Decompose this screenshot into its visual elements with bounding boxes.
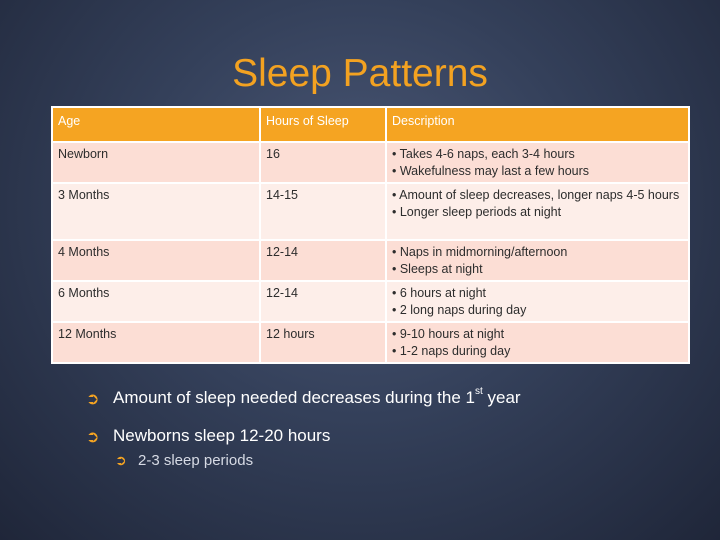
table-row (52, 183, 689, 240)
cell-hours: 12-14 (260, 240, 386, 281)
arrow-circle-right-icon: ➲ (115, 452, 127, 469)
description-line: • Longer sleep periods at night (392, 205, 562, 219)
cell-hours: 12 hours (260, 322, 386, 363)
cell-age: 4 Months (52, 240, 260, 281)
cell-age: 3 Months (52, 183, 260, 240)
description-line: • 1-2 naps during day (392, 344, 511, 358)
description-line: • 2 long naps during day (392, 303, 527, 317)
description-line: • Amount of sleep decreases, longer naps 4-5 hours (392, 188, 680, 202)
sleep-patterns-table (51, 106, 690, 364)
cell-description (386, 240, 689, 281)
sub-bullet-item (115, 452, 521, 469)
cell-age: 6 Months (52, 281, 260, 322)
table-row (52, 322, 689, 363)
table-header-row (52, 107, 689, 142)
cell-hours: 14-15 (260, 183, 386, 240)
header-age: Age (52, 107, 260, 142)
description-line: • Wakefulness may last a few hours (392, 164, 590, 178)
slide-title: Sleep Patterns (232, 52, 488, 95)
cell-description (386, 281, 689, 322)
cell-hours: 12-14 (260, 281, 386, 322)
bullet-text-tail: year (482, 388, 521, 407)
cell-description (386, 322, 689, 363)
bullet-item (86, 388, 521, 408)
bullet-text (113, 388, 521, 408)
description-line: • Naps in midmorning/afternoon (392, 245, 568, 259)
ordinal-suffix: st (474, 386, 483, 398)
header-hours: Hours of Sleep (260, 107, 386, 142)
description-line: • Takes 4-6 naps, each 3-4 hours (392, 147, 575, 161)
table-row (52, 281, 689, 322)
cell-age: 12 Months (52, 322, 260, 363)
header-description: Description (386, 107, 689, 142)
table-row (52, 240, 689, 281)
bullet-item (86, 426, 521, 446)
description-line: • 6 hours at night (392, 286, 487, 300)
cell-hours: 16 (260, 142, 386, 183)
arrow-circle-right-icon: ➲ (86, 388, 100, 408)
cell-age: Newborn (52, 142, 260, 183)
cell-description (386, 142, 689, 183)
bullet-text-main: Amount of sleep needed decreases during the 1 (113, 388, 475, 407)
sub-bullet-text: 2-3 sleep periods (138, 452, 254, 469)
bullet-list (86, 388, 521, 469)
arrow-circle-right-icon: ➲ (86, 426, 100, 446)
table-row (52, 142, 689, 183)
description-line: • 9-10 hours at night (392, 327, 505, 341)
bullet-text: Newborns sleep 12-20 hours (113, 426, 331, 445)
description-line: • Sleeps at night (392, 262, 483, 276)
cell-description (386, 183, 689, 240)
